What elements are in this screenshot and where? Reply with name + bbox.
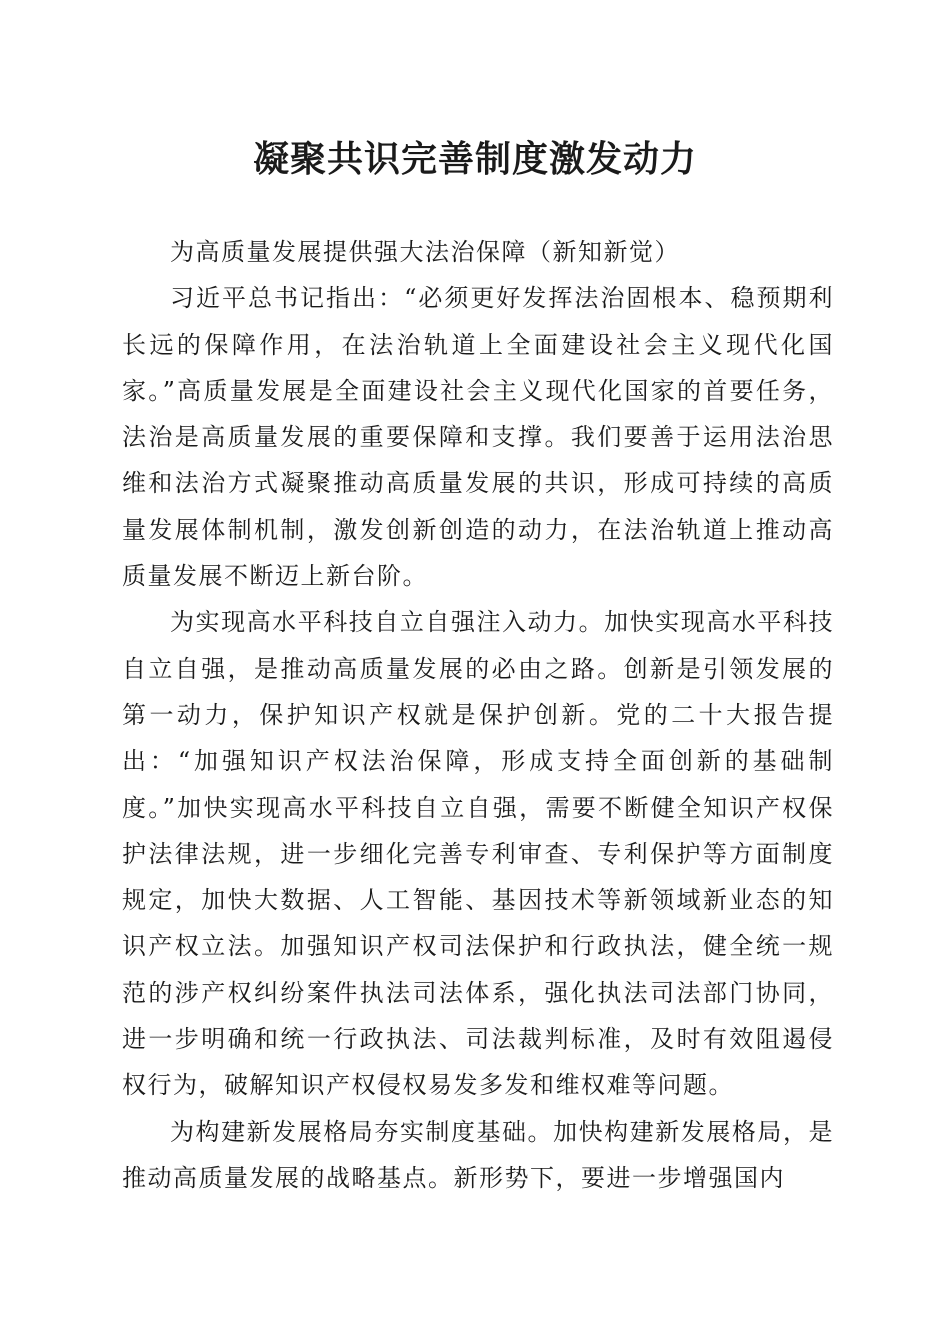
- subtitle-paragraph: 为高质量发展提供强大法治保障（新知新觉）: [170, 238, 680, 266]
- document-title: 凝聚共识完善制度激发动力: [252, 138, 697, 180]
- body-paragraph: 为实现高水平科技自立自强注入动力。加快实现高水平科技自立自强，是推动高质量发展的必由之路。创新是引领发展的第一动力，保护知识产权就是保护创新。党的二十大报告提出：“加强知识产权法治保障，形成支持全面创新的基础制度。”加快实现高水平科技自立自强，需要不断健全知识产权保护法律法规，进一步细化完善专利审查、专利保护等方面制度规定，加快大数据、人工智能、基因技术等新领域新业态的知识产权立法。加强知识产权司法保护和行政执法，健全统一规范的涉产权纠纷案件执法司法体系，强化执法司法部门协同，进一步明确和统一行政执法、司法裁判标准，及时有效阻遏侵权行为，破解知识产权侵权易发多发和维权难等问题。: [122, 608, 834, 1100]
- document-body: [122, 229, 834, 1201]
- body-paragraph: 为构建新发展格局夯实制度基础。加快构建新发展格局，是推动高质量发展的战略基点。新形势下，要进一步增强国内: [122, 1117, 834, 1192]
- body-paragraph: 习近平总书记指出：“必须更好发挥法治固根本、稳预期利长远的保障作用，在法治轨道上全面建设社会主义现代化国家。”高质量发展是全面建设社会主义现代化国家的首要任务，法治是高质量发展的重要保障和支撑。我们要善于运用法治思维和法治方式凝聚推动高质量发展的共识，形成可持续的高质量发展体制机制，激发创新创造的动力，在法治轨道上推动高质量发展不断迈上新台阶。: [122, 284, 834, 591]
